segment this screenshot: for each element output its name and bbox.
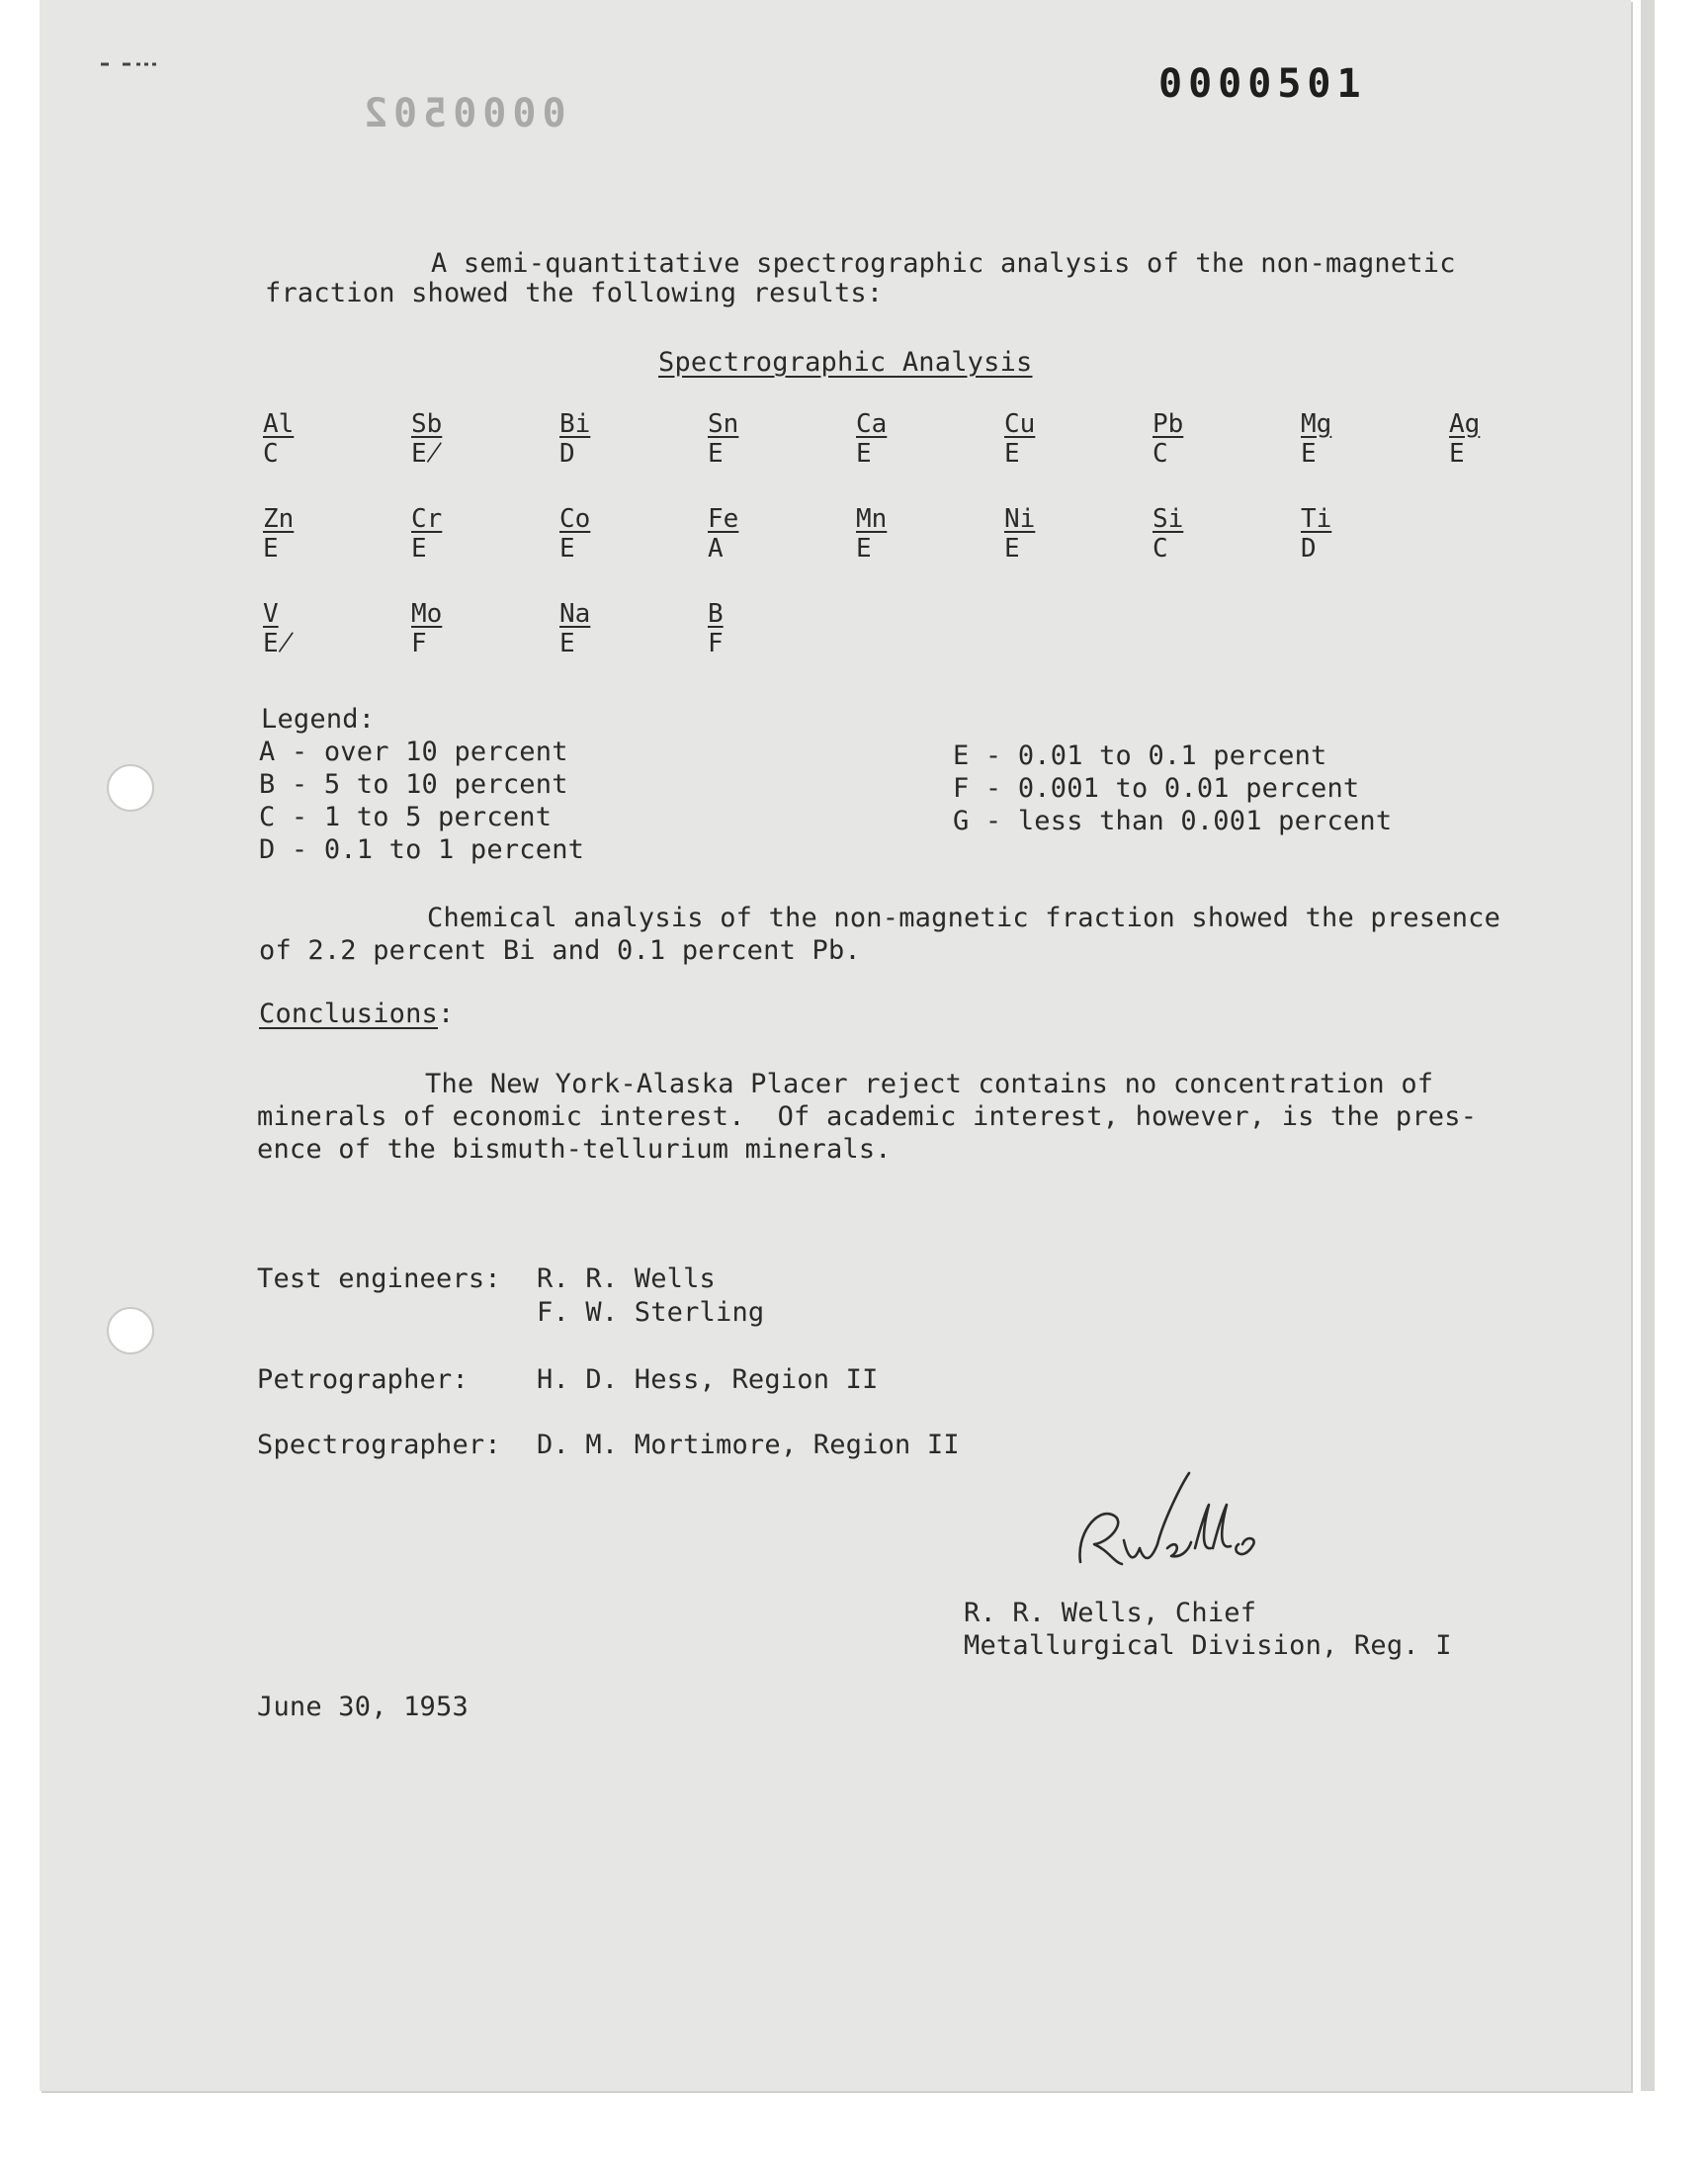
bleed-through-number: 0000502 — [358, 91, 566, 136]
element-cell — [411, 504, 470, 564]
element-cell — [1153, 409, 1212, 469]
element-symbol: Cr — [411, 504, 443, 534]
element-grade: E — [856, 534, 872, 564]
element-symbol: Co — [559, 504, 591, 534]
element-symbol: Na — [559, 599, 591, 629]
test-engineers-label: Test engineers: — [257, 1263, 501, 1294]
element-grade: E — [856, 439, 872, 469]
element-grade: E — [1004, 534, 1020, 564]
element-symbol: Ti — [1301, 504, 1332, 534]
element-cell — [1301, 504, 1360, 564]
element-symbol: Fe — [708, 504, 739, 534]
element-grade: D — [1301, 534, 1317, 564]
element-cell — [263, 409, 322, 469]
element-cell — [411, 409, 470, 469]
legend-item-b: B - 5 to 10 percent — [259, 769, 568, 800]
element-symbol: Ag — [1449, 409, 1481, 439]
element-grade: F — [708, 629, 724, 658]
element-grade: E — [559, 629, 575, 658]
legend-item-c: C - 1 to 5 percent — [259, 802, 553, 832]
element-symbol: Pb — [1153, 409, 1184, 439]
handwritten-signature — [1072, 1465, 1290, 1584]
element-cell — [1004, 504, 1064, 564]
legend-heading: Legend: — [261, 704, 376, 735]
conclusions-line-2: minerals of economic interest. Of academic interest, however, is the pres- — [257, 1101, 1478, 1132]
conclusions-heading — [259, 998, 454, 1030]
element-grade: E — [1301, 439, 1317, 469]
conclusions-heading-text: Conclusions — [259, 999, 439, 1029]
test-engineer-2: F. W. Sterling — [537, 1297, 765, 1328]
document-date: June 30, 1953 — [257, 1692, 469, 1722]
element-cell — [856, 409, 915, 469]
legend-item-a: A - over 10 percent — [259, 737, 568, 767]
spectrographer-label: Spectrographer: — [257, 1430, 501, 1460]
signatory-name: R. R. Wells, Chief — [964, 1598, 1257, 1628]
chemical-line-1: Chemical analysis of the non-magnetic fraction showed the presence — [427, 903, 1501, 933]
element-cell — [708, 504, 767, 564]
petrographer-name: H. D. Hess, Region II — [537, 1364, 879, 1395]
element-cell — [1449, 409, 1508, 469]
test-engineer-1: R. R. Wells — [537, 1263, 717, 1294]
document-sheet — [40, 0, 1631, 2091]
element-symbol: Mo — [411, 599, 443, 629]
conclusions-line-1: The New York-Alaska Placer reject contains no concentration of — [425, 1069, 1434, 1099]
signatory-division: Metallurgical Division, Reg. I — [964, 1630, 1452, 1661]
element-grade: D — [559, 439, 575, 469]
element-grade: E — [1449, 439, 1465, 469]
element-symbol: Sn — [708, 409, 739, 439]
element-cell — [263, 599, 322, 658]
element-grade: E̸ — [411, 439, 443, 469]
spectrographer-name: D. M. Mortimore, Region II — [537, 1430, 960, 1460]
legend-item-f: F - 0.001 to 0.01 percent — [953, 773, 1360, 804]
element-symbol: Sb — [411, 409, 443, 439]
petrographer-label: Petrographer: — [257, 1364, 469, 1395]
element-symbol: Ca — [856, 409, 888, 439]
element-symbol: Cu — [1004, 409, 1036, 439]
element-grade: E — [263, 534, 279, 564]
conclusions-heading-colon: : — [438, 999, 455, 1029]
element-grade: A — [708, 534, 724, 564]
intro-line-1: A semi-quantitative spectrographic analysis of the non-magnetic — [431, 248, 1456, 279]
element-grade: E — [1004, 439, 1020, 469]
element-grade: E — [708, 439, 724, 469]
element-symbol: Si — [1153, 504, 1184, 534]
element-grade: C — [263, 439, 279, 469]
element-cell — [411, 599, 470, 658]
element-grade: E — [559, 534, 575, 564]
legend-item-g: G - less than 0.001 percent — [953, 806, 1393, 836]
element-symbol: Bi — [559, 409, 591, 439]
element-cell — [559, 409, 619, 469]
element-symbol: Zn — [263, 504, 295, 534]
conclusions-line-3: ence of the bismuth-tellurium minerals. — [257, 1134, 892, 1165]
margin-mark — [101, 61, 200, 67]
legend-item-e: E - 0.01 to 0.1 percent — [953, 740, 1327, 771]
element-grade: C — [1153, 439, 1168, 469]
element-symbol: B — [708, 599, 724, 629]
page-edge — [1641, 0, 1655, 2091]
punch-hole — [107, 764, 154, 812]
element-cell — [1301, 409, 1360, 469]
element-cell — [263, 504, 322, 564]
element-cell — [1004, 409, 1064, 469]
analysis-title: Spectrographic Analysis — [658, 347, 1033, 378]
element-symbol: Mn — [856, 504, 888, 534]
intro-line-2: fraction showed the following results: — [265, 278, 884, 308]
element-grade: C — [1153, 534, 1168, 564]
chemical-line-2: of 2.2 percent Bi and 0.1 percent Pb. — [259, 935, 861, 966]
element-cell — [856, 504, 915, 564]
element-grade: F — [411, 629, 427, 658]
element-cell — [708, 409, 767, 469]
element-symbol: V — [263, 599, 279, 629]
element-grade: E̸ — [263, 629, 295, 658]
element-symbol: Ni — [1004, 504, 1036, 534]
punch-hole — [107, 1307, 154, 1354]
element-cell — [1153, 504, 1212, 564]
element-grade: E — [411, 534, 427, 564]
element-cell — [708, 599, 767, 658]
document-number-stamp: 0000501 — [1158, 61, 1367, 107]
element-cell — [559, 599, 619, 658]
element-symbol: Mg — [1301, 409, 1332, 439]
legend-item-d: D - 0.1 to 1 percent — [259, 834, 585, 865]
element-symbol: Al — [263, 409, 295, 439]
element-cell — [559, 504, 619, 564]
